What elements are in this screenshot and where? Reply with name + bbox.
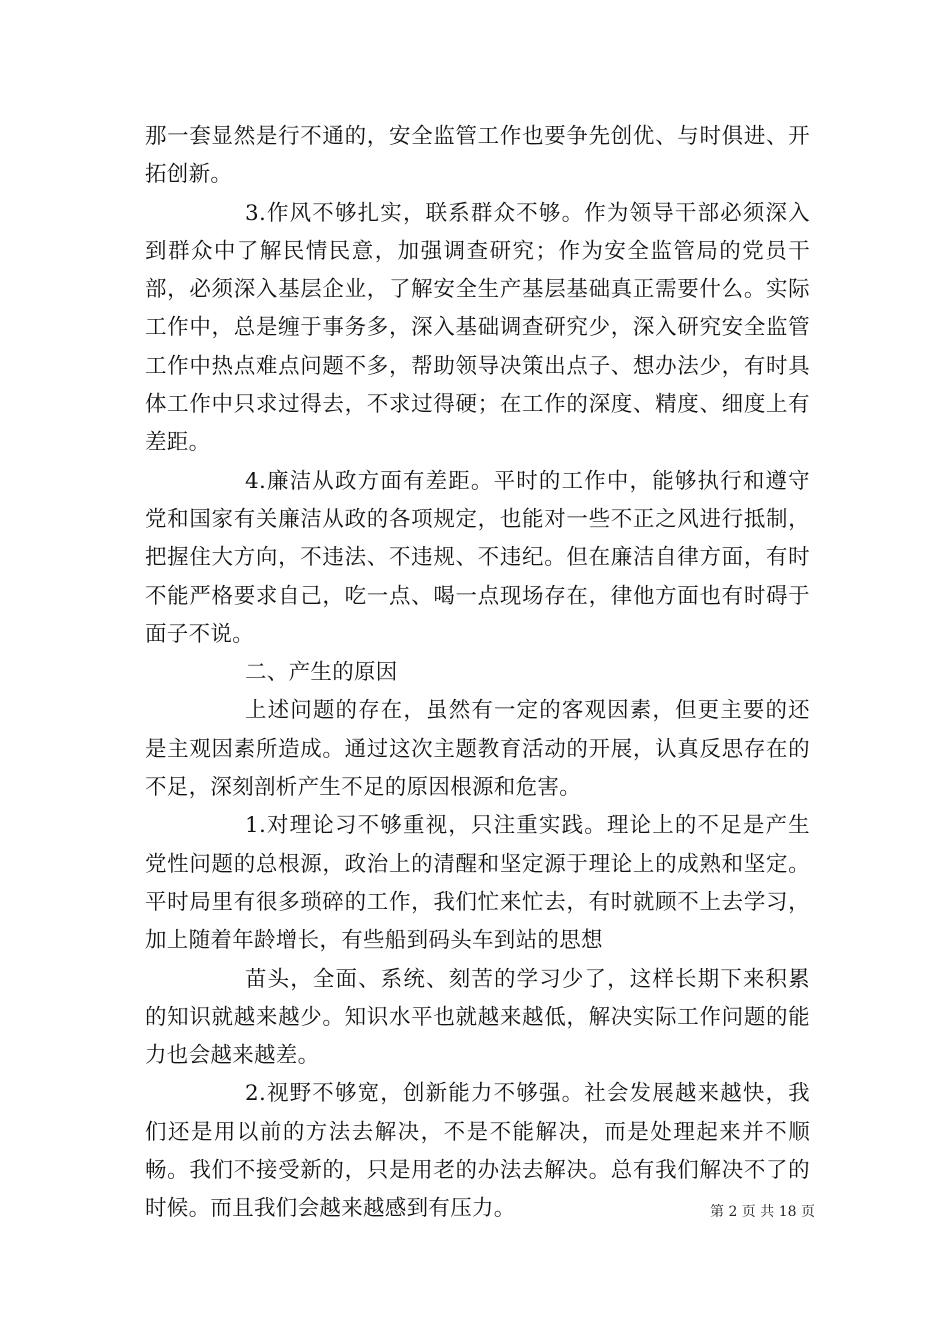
page-number-footer: 第 2 页 共 18 页 <box>710 1204 815 1220</box>
paragraph-theory-study: 1.对理论习不够重视，只注重实践。理论上的不足是产生党性问题的总根源，政治上的清醒和坚定源于理论上的成熟和坚定。平时局里有很多琐碎的工作，我们忙来忙去，有时就顾不上去学习，加上随着年龄增长，有些船到码头车到站的思想 <box>145 813 810 954</box>
paragraph-theory-study-cont: 苗头，全面、系统、刻苦的学习少了，这样长期下来积累的知识就越来越少。知识水平也就越来越低，解决实际工作问题的能力也会越来越差。 <box>145 966 810 1069</box>
paragraph-causes-intro: 上述问题的存在，虽然有一定的客观因素，但更主要的还是主观因素所造成。通过这次主题教育活动的开展，认真反思存在的不足，深刻剖析产生不足的原因根源和危害。 <box>145 698 810 801</box>
paragraph-integrity-issue: 4.廉洁从政方面有差距。平时的工作中，能够执行和遵守党和国家有关廉洁从政的各项规定，也能对一些不正之风进行抵制，把握住大方向，不违法、不违规、不违纪。但在廉洁自律方面，有时不能严格要求自己，吃一点、喝一点现场存在，律他方面也有时碍于面子不说。 <box>145 468 810 647</box>
paragraph-vision-innovation: 2.视野不够宽，创新能力不够强。社会发展越来越快，我们还是用以前的方法去解决，不是不能解决，而是处理起来并不顺畅。我们不接受新的，只是用老的办法去解决。总有我们解决不了的时候。而且我们会越来越感到有压力。 <box>145 1081 810 1222</box>
document-body <box>145 118 810 1229</box>
section-heading-causes: 二、产生的原因 <box>245 660 398 686</box>
paragraph-continuation: 那一套显然是行不通的，安全监管工作也要争先创优、与时俱进、开拓创新。 <box>145 124 810 188</box>
paragraph-style-issue: 3.作风不够扎实，联系群众不够。作为领导干部必须深入到群众中了解民情民意，加强调查研究；作为安全监管局的党员干部，必须深入基层企业，了解安全生产基层基础真正需要什么。实际工作中，总是缠于事务多，深入基础调查研究少，深入研究安全监管工作中热点难点问题不多，帮助领导决策出点子、想办法少，有时具体工作中只求过得去，不求过得硬；在工作的深度、精度、细度上有差距。 <box>145 200 810 456</box>
